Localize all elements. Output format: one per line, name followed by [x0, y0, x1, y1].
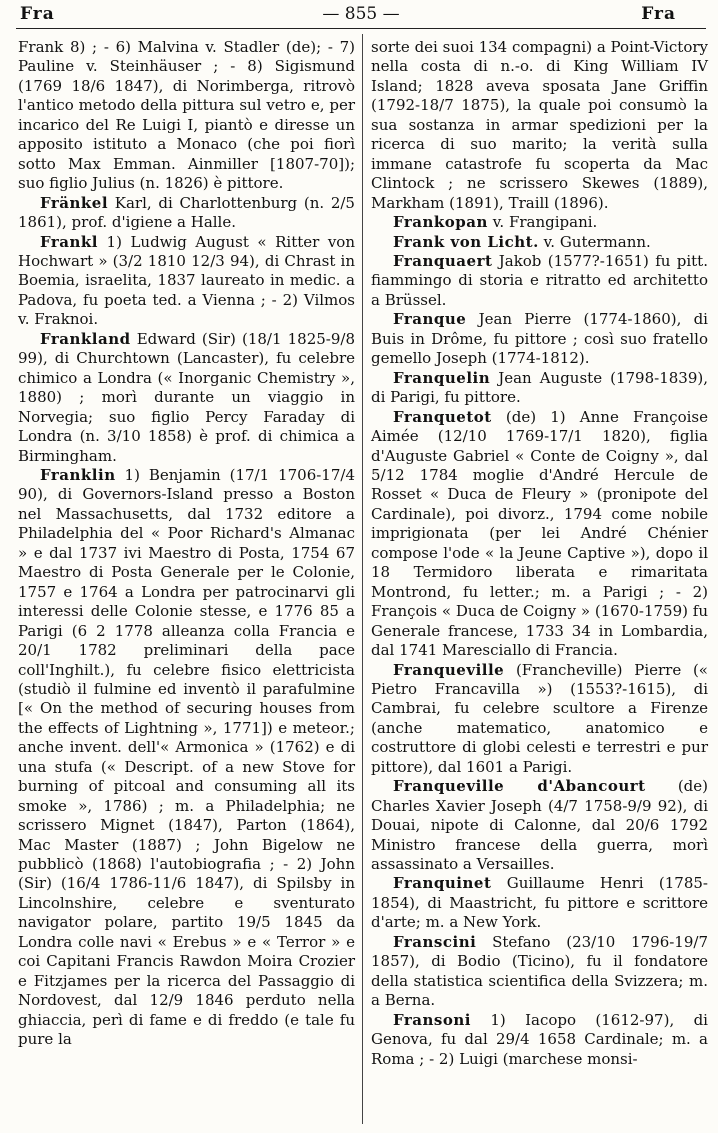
entry-text: (Francheville) Pierre (« Pietro Francavilla ») (1553?-1615), di Cambrai, fu celebre scultore a Firenze (anche matematico, anatomico e costruttore di globi celesti e terrestri e pur pittore), dal 1601 a Parigi.	[371, 660, 708, 776]
entry-text: (de) 1) Anne Françoise Aimée (12/10 1769-17/1 1820), figlia d'Auguste Gabriel « Conte de Coigny », dal 5/12 1784 moglie d'André Hercule de Rosset « Duca de Fleury » (pronipote del Cardinale), poi divorz., 1794 come nobile imprigionata (per lei André Chénier compose l'ode « la Jeune Captive »), dopo il 18 Termidoro liberata e rimaritata Montrond, fu letter.; m. a Parigi ; - 2) François « Duca de Coigny » (1670-1759) fu Generale francese, 1733 34 in Lombardia, dal 1741 Maresciallo di Francia.	[371, 407, 708, 660]
entry-headword: Frank von Licht.	[393, 232, 539, 251]
entry-headword: Franklin	[40, 465, 116, 484]
entry-text: v. Frangipani.	[492, 213, 598, 232]
entry-continuation	[18, 38, 355, 194]
entry	[371, 874, 708, 932]
entry-headword: Franqueville	[393, 660, 505, 679]
entry-continuation	[371, 38, 708, 213]
entry	[371, 1011, 708, 1069]
entry	[371, 777, 708, 874]
entry	[18, 466, 355, 1050]
entry-headword: Franquinet	[393, 874, 492, 893]
header-left-word: Fra	[20, 4, 55, 24]
entry-headword: Franqueville d'Abancourt	[393, 777, 646, 796]
entry-headword: Franscini	[393, 932, 477, 951]
entry-text: sorte dei suoi 134 compagni) a Point-Victory nella costa di n.-o. di King William IV Island; 1828 aveva sposata Jane Griffin (1792-18/7 1875), la quale poi consumò la sua sostanza in armar spedizioni per la ricerca di suo marito; la verità sulla immane catastrofe fu scoperta da Mac Clintock ; ne scrissero Skewes (1889), Markham (1891), Traill (1896).	[371, 38, 709, 212]
entry-text: 1) Benjamin (17/1 1706-17/4 90), di Governors-Island presso a Boston nel Massachusetts, dal 1732 editore a Philadelphia del « Poor Richard's Almanac » e dal 1737 ivi Maestro di Posta, 1754 67 Maestro di Posta Generale per le Colonie, 1757 e 1764 a Londra per patrocinarvi gli interessi delle Colonie stesse, e 1776 85 a Parigi (6 2 1778 alleanza colla Francia e 20/1 1782 preliminari della pace coll'Inghilt.), fu celebre fisico elettricista (studiò il fulmine ed inventò il parafulmine [« On the method of securing houses from the effects of Lightning », 1771]) e meteor.; anche invent. dell'« Armonica » (1762) e di una stufa (« Descript. of a new Stove for burning of pitcoal and consuming all its smoke », 1786) ; m. a Philadelphia; ne scrissero Mignet (1847), Parton (1864), Mac Master (1887) ; John Bigelow ne pubblicò (1868) l'autobiografia ; - 2) John (Sir) (16/4 1786-11/6 1847), di Spilsby in Lincolnshire, celebre e sventurato navigator polare, partito 19/5 1845 da Londra colle navi « Erebus » e « Terror » e coi Capitani Francis Rawdon Moira Crozier e Fitzjames per la ricerca del Passaggio di Nordovest, dal 12/9 1846 perduto nella ghiaccia, perì di fame e di freddo (e tale fu pure la	[18, 465, 355, 1049]
entry-text: Guillaume Henri (1785-1854), di Maastricht, fu pittore e scrittore d'arte; m. a New York.	[371, 874, 708, 932]
page-header	[16, 4, 706, 30]
column-divider	[362, 34, 363, 1124]
entry-text: Karl, di Charlottenburg (n. 2/5 1861), prof. d'igiene a Halle.	[18, 193, 355, 232]
entry-headword: Franquaert	[393, 251, 493, 270]
entry	[18, 330, 355, 466]
entry-text: Jean Pierre (1774-1860), di Buis in Drôme, fu pittore ; così suo fratello gemello Joseph (1774-1812).	[371, 310, 708, 368]
entry-text: Jean Auguste (1798-1839), di Parigi, fu pittore.	[371, 368, 708, 407]
left-column	[18, 38, 355, 1050]
entry-headword: Frankl	[40, 232, 99, 251]
entry-headword: Franque	[393, 310, 467, 329]
entry	[371, 310, 708, 368]
entry-headword: Fränkel	[40, 193, 109, 212]
entry	[371, 661, 708, 778]
header-right-word: Fra	[641, 4, 676, 24]
entry	[371, 252, 708, 310]
page-number: — 855 —	[322, 4, 400, 24]
right-column	[371, 38, 708, 1069]
entry-headword: Franquelin	[393, 368, 491, 387]
entry-headword: Frankopan	[393, 213, 488, 232]
entry	[371, 933, 708, 1011]
entry-text: v. Gutermann.	[543, 232, 651, 251]
entry-headword: Franquetot	[393, 407, 492, 426]
entry	[371, 213, 708, 232]
entry-text: Stefano (23/10 1796-19/7 1857), di Bodio (Ticino), fu il fondatore della statistica scientifica della Svizzera; m. a Berna.	[371, 932, 708, 1010]
entry-text: Edward (Sir) (18/1 1825-9/8 99), di Churchtown (Lancaster), fu celebre chimico a Londra (« Inorganic Chemistry », 1880) ; morì durante un viaggio in Norvegia; suo figlio Percy Faraday di Londra (n. 3/10 1858) è prof. di chimica a Birmingham.	[18, 329, 355, 465]
entry	[371, 233, 708, 252]
entry-text: Frank 8) ; - 6) Malvina v. Stadler (de); - 7) Pauline v. Steinhäuser ; - 8) Sigismund (1769 18/6 1847), di Norimberga, ritrovò l'antico metodo della pittura sul vetro e, per incarico del Re Luigi I, piantò e diresse un apposito istituto a Monaco (che poi fiorì sotto Max Emman. Ainmiller [1807-70]); suo figlio Julius (n. 1826) è pittore.	[18, 38, 355, 193]
entry	[18, 194, 355, 233]
entry-text: 1) Ludwig August « Ritter von Hochwart » (3/2 1810 12/3 94), di Chrast in Boemia, israelita, 1837 laureato in medic. a Padova, fu poeta ted. a Vienna ; - 2) Vilmos v. Fraknoi.	[18, 232, 355, 329]
header-rule	[16, 28, 706, 29]
entry-text: (de) Charles Xavier Joseph (4/7 1758-9/9 92), di Douai, nipote di Calonne, dal 20/6 1792 Ministro francese della guerra, morì assassinato a Versailles.	[371, 777, 708, 874]
entry-headword: Fransoni	[393, 1010, 471, 1029]
entry-text: 1) Iacopo (1612-97), di Genova, fu dal 29/4 1658 Cardinale; m. a Roma ; - 2) Luigi (marchese monsi-	[371, 1010, 708, 1068]
entry-text: Jakob (1577?-1651) fu pitt. fiammingo di storia e ritratto ed architetto a Brüssel.	[371, 251, 708, 309]
entry-headword: Frankland	[40, 329, 131, 348]
entry	[18, 233, 355, 330]
entry	[371, 369, 708, 408]
entry	[371, 408, 708, 661]
